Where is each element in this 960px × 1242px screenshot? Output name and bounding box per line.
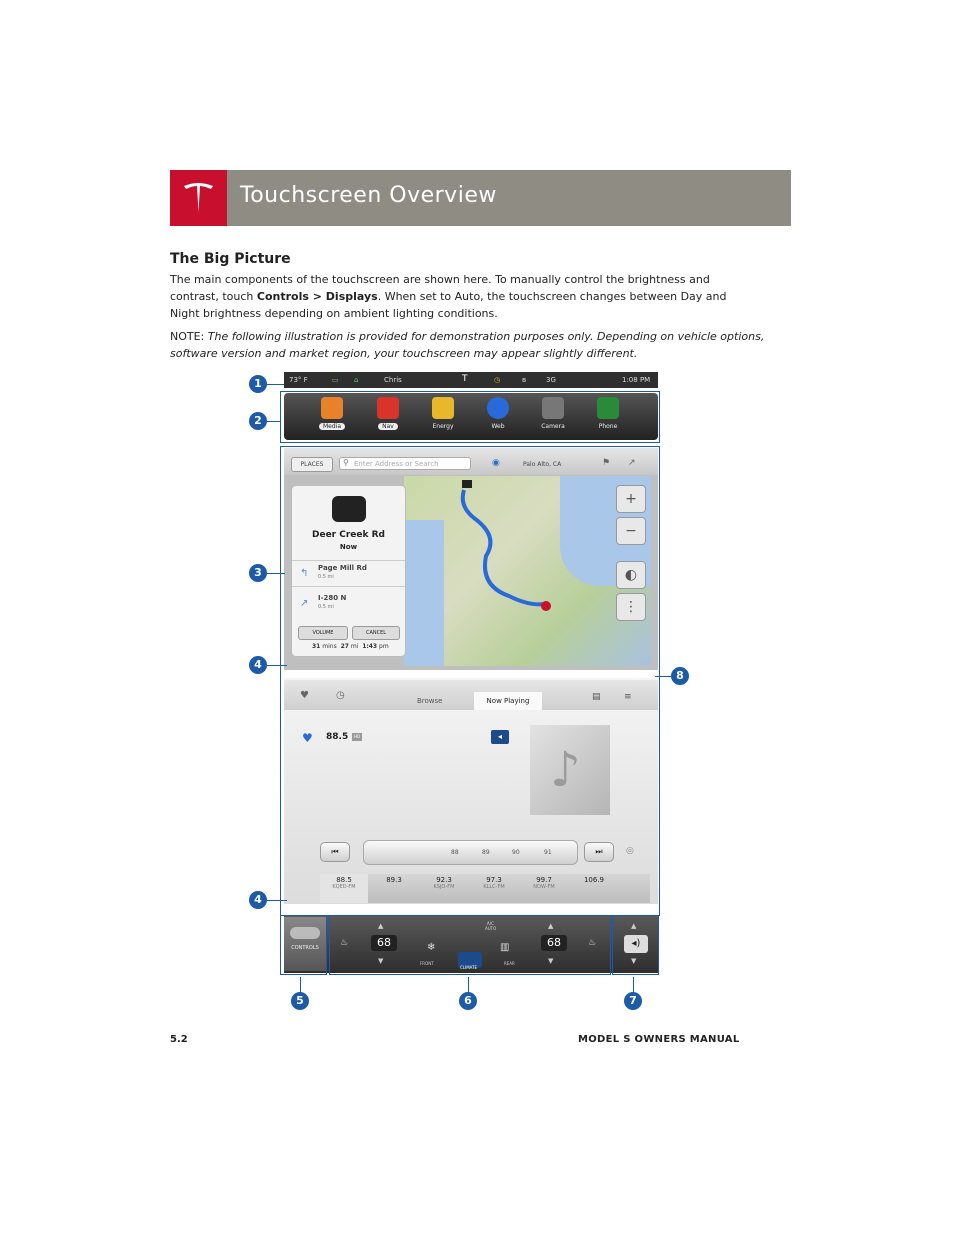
app-label: Energy — [432, 423, 454, 430]
defrost-front-icon[interactable]: ❄ — [427, 942, 436, 953]
battery-icon: ▭ — [332, 376, 339, 384]
controls-label: CONTROLS — [291, 945, 319, 951]
preset-freq: 92.3 — [436, 876, 452, 884]
home-icon: ⌂ — [354, 376, 359, 384]
step2-dist: 0.5 mi — [318, 604, 334, 610]
preset-freq: 88.5 — [336, 876, 352, 884]
preset-call: NOW-FM — [533, 884, 555, 890]
eta-time-unit: pm — [379, 643, 389, 650]
callout-3: 3 — [249, 564, 267, 582]
volume-button[interactable]: VOLUME — [298, 626, 348, 640]
rear-label: REAR — [504, 961, 515, 966]
volume-down-icon[interactable]: ▼ — [631, 957, 637, 965]
callout-box-6 — [329, 915, 611, 975]
seat-heater-right-icon[interactable]: ♨ — [588, 938, 597, 948]
tesla-t-icon — [170, 170, 227, 226]
note-label: NOTE: — [170, 330, 208, 343]
callout-4: 4 — [249, 656, 267, 674]
queue-icon[interactable]: ≡ — [624, 692, 632, 702]
current-when: Now — [339, 543, 358, 551]
current-road: Deer Creek Rd — [312, 530, 385, 540]
flag-icon[interactable]: ⚑ — [602, 458, 611, 468]
callout-4b: 4 — [249, 891, 267, 909]
preset-call: KSJO-FM — [433, 884, 455, 890]
preset-freq: 97.3 — [486, 876, 502, 884]
preset-freq: 89.3 — [386, 876, 402, 884]
app-label: Media — [319, 423, 345, 430]
merge-icon: ↗ — [300, 598, 309, 609]
compass-icon[interactable]: ◐ — [616, 561, 646, 589]
preset-call: KLLC-FM — [483, 884, 505, 890]
hd-badge: HD — [353, 734, 361, 739]
callout-box-7 — [612, 915, 659, 975]
search-icon: ⚲ — [343, 458, 349, 467]
step2-road: I-280 N — [318, 594, 347, 602]
callout-line — [655, 676, 671, 677]
app-label: Camera — [541, 423, 565, 430]
zoom-out-icon[interactable]: − — [616, 517, 646, 545]
defrost-rear-icon[interactable]: ▥ — [500, 942, 510, 953]
temp-right[interactable]: 68 — [541, 935, 567, 951]
callout-line — [267, 900, 287, 901]
temp-right-up-icon[interactable]: ▲ — [548, 922, 554, 930]
intro-bold: Controls > Displays — [256, 290, 378, 303]
station-frequency: 88.5 — [326, 732, 349, 742]
intro-paragraph — [170, 271, 750, 322]
note-text: The following illustration is provided for demonstration purposes only. Depending on vehicle options, software version and market region, your touchscreen may appear slightly different. — [170, 330, 765, 360]
preset-call: KQED-FM — [332, 884, 356, 890]
speaker-icon[interactable]: ◂ — [491, 730, 509, 744]
alarm-icon: ◷ — [494, 376, 501, 384]
callout-7: 7 — [624, 992, 642, 1010]
zoom-in-icon[interactable]: + — [616, 485, 646, 513]
route-icon[interactable]: ↗ — [628, 458, 636, 468]
eta-mins-unit: mins — [322, 643, 337, 650]
seek-back-button[interactable]: ⏮ — [320, 842, 350, 862]
step1-dist: 0.5 mi — [318, 574, 334, 580]
favorite-heart-icon[interactable]: ♥ — [302, 731, 313, 745]
callout-1: 1 — [249, 375, 267, 393]
page-number: 5.2 — [170, 1034, 188, 1045]
callout-2: 2 — [249, 412, 267, 430]
hd-radio-icon: ◎ — [626, 846, 634, 856]
callout-line — [267, 421, 280, 422]
equalizer-icon[interactable]: ▤ — [592, 692, 601, 702]
eta-miles-unit: mi — [350, 643, 359, 650]
tab-now-playing[interactable]: Now Playing — [474, 692, 542, 710]
dial-tick: 90 — [512, 849, 520, 856]
dial-tick: 91 — [544, 849, 552, 856]
callout-5: 5 — [291, 992, 309, 1010]
auto-label: AUTO — [485, 926, 497, 931]
manual-title: MODEL S OWNERS MANUAL — [578, 1034, 740, 1045]
temp-left-down-icon[interactable]: ▼ — [378, 957, 384, 965]
favorites-icon[interactable]: ♥ — [300, 690, 309, 701]
callout-line — [267, 384, 284, 385]
tesla-logo — [170, 170, 227, 226]
callout-box-3 — [280, 446, 660, 916]
callout-line — [267, 665, 287, 666]
callout-box-2 — [280, 391, 660, 443]
status-temp: 73° F — [289, 376, 308, 384]
temp-right-down-icon[interactable]: ▼ — [548, 957, 554, 965]
temp-left[interactable]: 68 — [371, 935, 397, 951]
section-heading: The Big Picture — [170, 251, 291, 267]
volume-icon[interactable]: ◂) — [624, 935, 648, 953]
history-icon[interactable]: ◷ — [336, 690, 345, 701]
temp-left-up-icon[interactable]: ▲ — [378, 922, 384, 930]
seek-forward-button[interactable]: ⏭ — [584, 842, 614, 862]
volume-up-icon[interactable]: ▲ — [631, 922, 637, 930]
eta-mins: 31 — [312, 643, 321, 650]
traffic-icon[interactable]: ⋮ — [616, 593, 646, 621]
app-label: Web — [491, 423, 505, 430]
dial-tick: 89 — [482, 849, 490, 856]
note-paragraph — [170, 328, 770, 362]
status-bar — [284, 372, 658, 388]
climate-label: CLIMATE — [460, 965, 478, 970]
intro-text-1: The main components of the touchscreen are shown here. To manually control the brightness and contrast, touch — [170, 273, 710, 303]
seat-heater-left-icon[interactable]: ♨ — [340, 938, 349, 948]
callout-box-5 — [280, 915, 327, 975]
driver-name: Chris — [384, 376, 402, 384]
front-label: FRONT — [420, 961, 434, 966]
callout-line — [267, 573, 285, 574]
app-label: Phone — [598, 423, 618, 430]
tab-browse[interactable]: Browse — [417, 697, 443, 705]
ac-label: A/C — [487, 921, 494, 926]
turn-left-icon: ↰ — [300, 568, 309, 579]
callout-8: 8 — [671, 667, 689, 685]
music-note-icon: ♪ — [550, 742, 581, 798]
preset-freq: 106.9 — [583, 876, 605, 884]
eta-time: 1:43 — [362, 643, 378, 650]
address-search-input[interactable]: Enter Address or Search — [339, 457, 471, 470]
page-title: Touchscreen Overview — [240, 183, 497, 208]
dial-tick: 88 — [451, 849, 459, 856]
wifi-icon: ◉ — [492, 458, 500, 468]
signal-label: 3G — [546, 376, 556, 384]
preset-freq: 99.7 — [536, 876, 552, 884]
current-location: Palo Alto, CA — [523, 461, 562, 468]
intro-text-2: . When set to Auto, the touchscreen changes between Day and Night brightness depending on ambient lighting conditions. — [170, 290, 727, 320]
cancel-button[interactable]: CANCEL — [352, 626, 400, 640]
app-label: Nav — [378, 423, 398, 430]
status-time: 1:08 PM — [622, 376, 651, 384]
tesla-menu-icon[interactable]: T — [462, 374, 468, 384]
step1-road: Page Mill Rd — [318, 564, 367, 572]
bluetooth-icon: ʙ — [522, 376, 527, 384]
eta-miles: 27 — [340, 643, 349, 650]
callout-6: 6 — [459, 992, 477, 1010]
places-button[interactable]: PLACES — [291, 457, 333, 472]
